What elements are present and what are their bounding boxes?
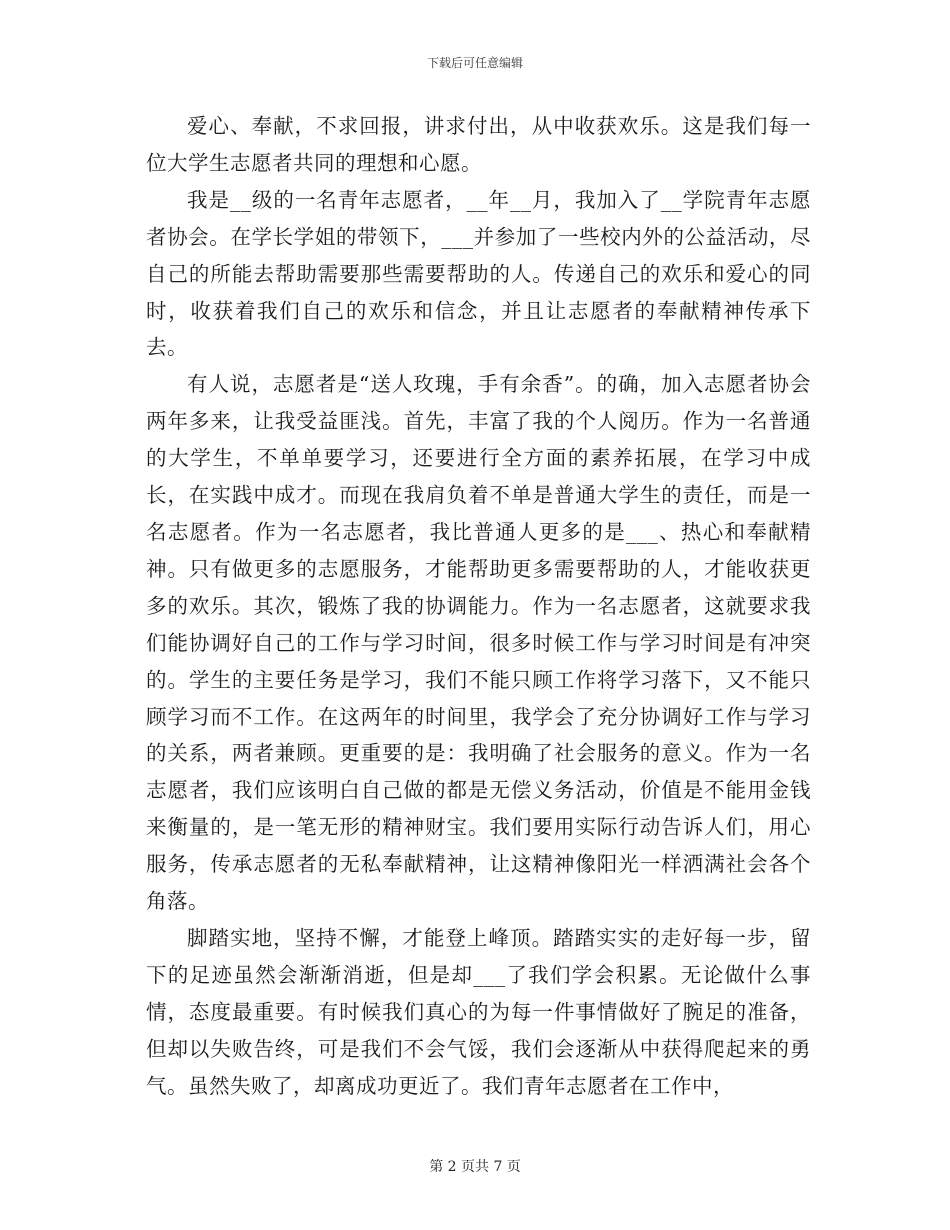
paragraph-3: 有人说，志愿者是“送人玫瑰，手有余香”。的确，加入志愿者协会两年多来，让我受益匪浅。首先，丰富了我的个人阅历。作为一名普通的大学生，不单单要学习，还要进行全方面的素养拓展，在学习中成长，在实践中成才。而现在我肩负着不单是普通大学生的责任，而是一名志愿者。作为一名志愿者，我比普通人更多的是___、热心和奉献精神。只有做更多的志愿服务，才能帮助更多需要帮助的人，才能收获更多的欢乐。其次，锻炼了我的协调能力。作为一名志愿者，这就要求我们能协调好自己的工作与学习时间，很多时候工作与学习时间是有冲突的。学生的主要任务是学习，我们不能只顾工作将学习落下，又不能只顾学习而不工作。在这两年的时间里，我学会了充分协调好工作与学习的关系，两者兼顾。更重要的是：我明确了社会服务的意义。作为一名志愿者，我们应该明白自己做的都是无偿义务活动，价值是不能用金钱来衡量的，是一笔无形的精神财宝。我们要用实际行动告诉人们，用心服务，传承志愿者的无私奉献精神，让这精神像阳光一样洒满社会各个角落。 bbox=[146, 372, 811, 914]
page-header-note: 下载后可任意编辑 bbox=[426, 56, 523, 70]
paragraph-1: 爱心、奉献，不求回报，讲求付出，从中收获欢乐。这是我们每一位大学生志愿者共同的理想和心愿。 bbox=[146, 114, 811, 175]
document-body bbox=[146, 108, 811, 1104]
paragraph-4: 脚踏实地，坚持不懈，才能登上峰顶。踏踏实实的走好每一步，留下的足迹虽然会渐渐消逝，但是却___了我们学会积累。无论做什么事情，态度最重要。有时候我们真心的为每一件事情做好了腕足的准备，但却以失败告终，可是我们不会气馁，我们会逐渐从中获得爬起来的勇气。虽然失败了，却离成功更近了。我们青年志愿者在工作中， bbox=[146, 925, 811, 1098]
page-number-footer: 第 2 页共 7 页 bbox=[429, 1159, 521, 1175]
paragraph-2: 我是__级的一名青年志愿者，__年__月，我加入了__学院青年志愿者协会。在学长学姐的带领下，___并参加了一些校内外的公益活动，尽自己的所能去帮助需要那些需要帮助的人。传递自己的欢乐和爱心的同时，收获着我们自己的欢乐和信念，并且让志愿者的奉献精神传承下去。 bbox=[146, 187, 811, 360]
